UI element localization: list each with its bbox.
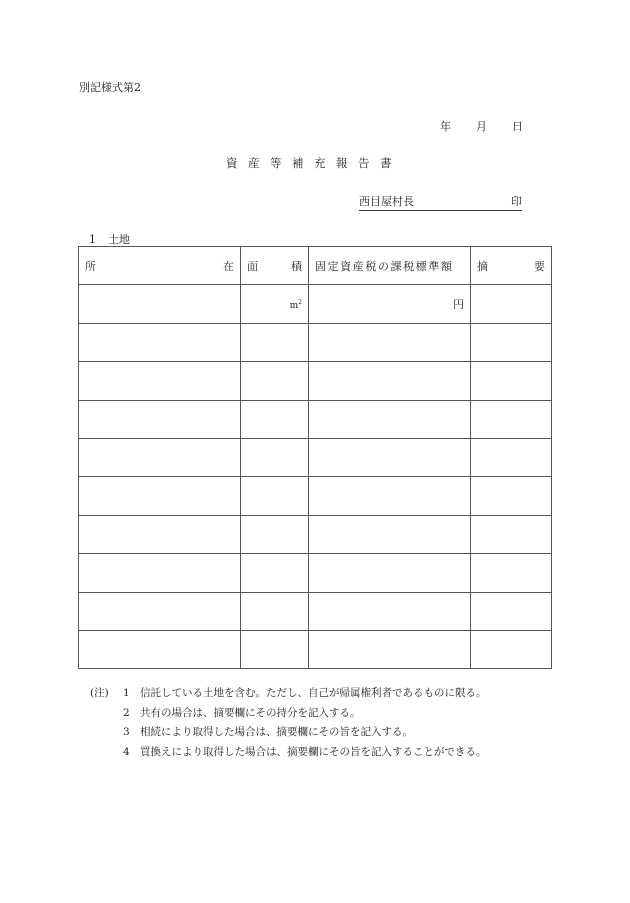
form-id: 別記様式第2 bbox=[79, 81, 141, 94]
cell-location[interactable] bbox=[79, 285, 241, 323]
notes-label: (注) bbox=[90, 687, 109, 699]
cell-location[interactable] bbox=[79, 438, 241, 476]
cell-tax-base[interactable] bbox=[309, 323, 471, 361]
cell-location[interactable] bbox=[79, 554, 241, 592]
cell-area[interactable] bbox=[241, 515, 309, 553]
note-text: 相続により取得した場合は、摘要欄にその旨を記入する。 bbox=[140, 726, 413, 738]
cell-remarks[interactable] bbox=[471, 438, 552, 476]
date-month: 月 bbox=[476, 120, 487, 133]
table-header-row bbox=[79, 247, 552, 285]
cell-tax-base[interactable] bbox=[309, 285, 471, 323]
section-number: 1 bbox=[89, 233, 96, 246]
cell-area[interactable] bbox=[241, 477, 309, 515]
header-area bbox=[241, 247, 309, 285]
cell-area[interactable] bbox=[241, 362, 309, 400]
date-day: 日 bbox=[512, 120, 523, 133]
cell-tax-base[interactable] bbox=[309, 438, 471, 476]
header-location bbox=[79, 247, 241, 285]
cell-location[interactable] bbox=[79, 515, 241, 553]
cell-location[interactable] bbox=[79, 362, 241, 400]
issuer-line bbox=[359, 193, 522, 211]
header-remarks-right: 要 bbox=[534, 259, 545, 273]
note-item bbox=[90, 704, 487, 724]
cell-area[interactable] bbox=[241, 400, 309, 438]
table-row bbox=[79, 554, 552, 592]
cell-tax-base[interactable] bbox=[309, 630, 471, 668]
cell-location[interactable] bbox=[79, 630, 241, 668]
table-row bbox=[79, 285, 552, 323]
cell-tax-base[interactable] bbox=[309, 592, 471, 630]
land-table bbox=[78, 246, 552, 669]
cell-remarks[interactable] bbox=[471, 477, 552, 515]
document-title: 資産等補充報告書 bbox=[226, 156, 402, 170]
note-number: 2 bbox=[123, 706, 130, 719]
cell-tax-base[interactable] bbox=[309, 400, 471, 438]
cell-tax-base[interactable] bbox=[309, 554, 471, 592]
note-text: 信託している土地を含む。ただし、自己が帰属権利者であるものに限る。 bbox=[140, 687, 487, 699]
cell-remarks[interactable] bbox=[471, 515, 552, 553]
cell-area[interactable] bbox=[241, 323, 309, 361]
header-area-left: 面 bbox=[247, 259, 258, 273]
cell-remarks[interactable] bbox=[471, 285, 552, 323]
cell-remarks[interactable] bbox=[471, 323, 552, 361]
cell-location[interactable] bbox=[79, 400, 241, 438]
date-year: 年 bbox=[440, 120, 451, 133]
seal-mark: 印 bbox=[511, 195, 522, 208]
cell-location[interactable] bbox=[79, 477, 241, 515]
header-location-left: 所 bbox=[85, 259, 96, 273]
cell-remarks[interactable] bbox=[471, 400, 552, 438]
cell-remarks[interactable] bbox=[471, 554, 552, 592]
cell-remarks[interactable] bbox=[471, 592, 552, 630]
notes bbox=[90, 684, 487, 762]
note-number: 3 bbox=[123, 726, 130, 738]
cell-location[interactable] bbox=[79, 592, 241, 630]
cell-area[interactable] bbox=[241, 630, 309, 668]
note-text: 買換えにより取得した場合は、摘要欄にその旨を記入することができる。 bbox=[140, 745, 487, 758]
cell-remarks[interactable] bbox=[471, 630, 552, 668]
cell-location[interactable] bbox=[79, 323, 241, 361]
header-tax-base: 固定資産税の課税標準額 bbox=[309, 247, 471, 285]
note-number: 4 bbox=[123, 745, 130, 758]
date-line bbox=[440, 118, 523, 134]
header-remarks-left: 摘 bbox=[477, 259, 488, 273]
issuer-name: 西目屋村長 bbox=[359, 195, 414, 208]
area-unit: $m^2$ bbox=[289, 298, 302, 311]
header-remarks bbox=[471, 247, 552, 285]
header-location-right: 在 bbox=[223, 259, 234, 273]
cell-area[interactable] bbox=[241, 554, 309, 592]
yen-unit: 円 bbox=[453, 298, 464, 312]
cell-tax-base[interactable] bbox=[309, 477, 471, 515]
section-label: 土地 bbox=[108, 233, 130, 246]
header-area-right: 積 bbox=[291, 259, 302, 273]
cell-tax-base[interactable] bbox=[309, 515, 471, 553]
table-row bbox=[79, 400, 552, 438]
table-row bbox=[79, 362, 552, 400]
section-heading bbox=[89, 231, 130, 247]
note-item bbox=[90, 723, 487, 743]
note-number: 1 bbox=[123, 687, 130, 699]
table-row bbox=[79, 592, 552, 630]
table-row bbox=[79, 438, 552, 476]
note-item bbox=[90, 743, 487, 763]
cell-remarks[interactable] bbox=[471, 362, 552, 400]
note-item bbox=[90, 684, 487, 704]
cell-tax-base[interactable] bbox=[309, 362, 471, 400]
cell-area[interactable] bbox=[241, 592, 309, 630]
cell-area[interactable] bbox=[241, 438, 309, 476]
table-row bbox=[79, 323, 552, 361]
table-row bbox=[79, 477, 552, 515]
table-row bbox=[79, 515, 552, 553]
cell-area[interactable] bbox=[241, 285, 309, 323]
table-row bbox=[79, 630, 552, 668]
note-text: 共有の場合は、摘要欄にその持分を記入する。 bbox=[140, 706, 361, 719]
